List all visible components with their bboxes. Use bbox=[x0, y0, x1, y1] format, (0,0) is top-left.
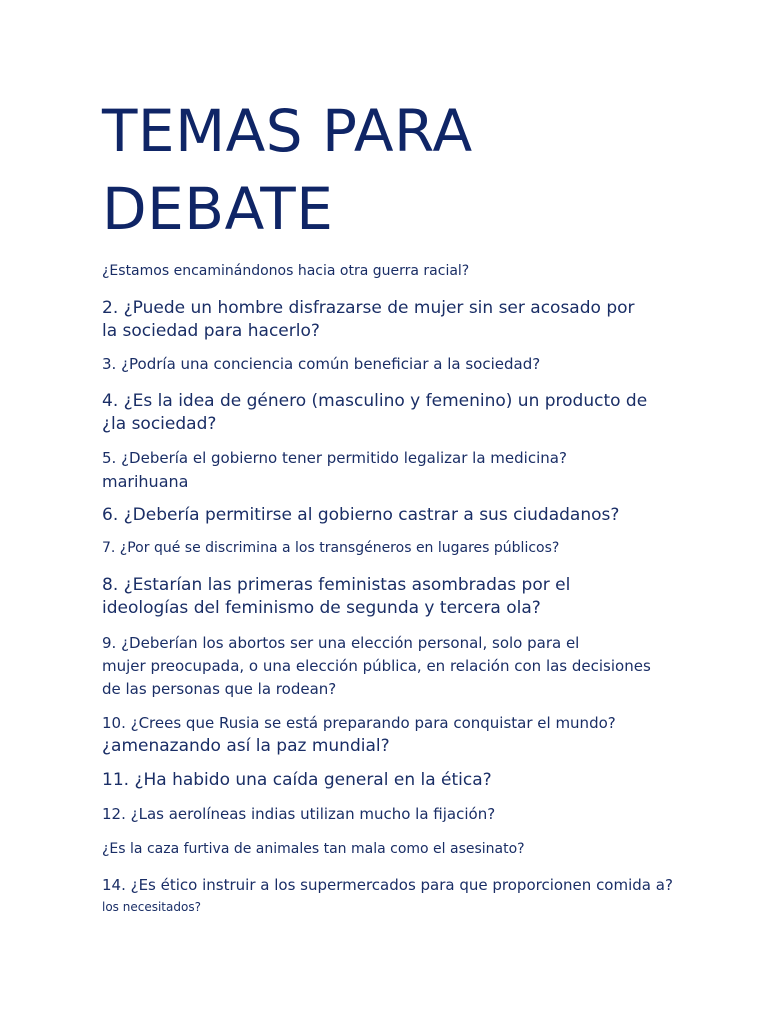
topic-text: 7. ¿Por qué se discrimina a los transgéneros en lugares públicos? bbox=[102, 540, 560, 556]
topic-text: 6. ¿Debería permitirse al gobierno castrar a sus ciudadanos? bbox=[102, 505, 620, 525]
debate-topic-2 bbox=[102, 297, 635, 343]
title-line-2: DEBATE bbox=[102, 175, 334, 243]
debate-topic-10 bbox=[102, 712, 616, 758]
topic-text-continued: los necesitados? bbox=[102, 900, 201, 914]
topic-text: 11. ¿Ha habido una caída general en la ética? bbox=[102, 770, 492, 790]
topic-text: 3. ¿Podría una conciencia común beneficiar a la sociedad? bbox=[102, 355, 541, 373]
topic-text: 14. ¿Es ético instruir a los supermercados para que proporcionen comida a? bbox=[102, 876, 673, 894]
title-line-1: TEMAS PARA bbox=[102, 97, 473, 165]
debate-topic-4 bbox=[102, 390, 647, 436]
debate-topic-1 bbox=[102, 263, 469, 279]
topic-text: ¿Estamos encaminándonos hacia otra guerra racial? bbox=[102, 263, 470, 279]
topic-text: 4. ¿Es la idea de género (masculino y femenino) un producto de bbox=[102, 391, 648, 411]
topic-text: 9. ¿Deberían los abortos ser una elección personal, solo para el bbox=[102, 634, 580, 652]
debate-topic-8 bbox=[102, 574, 570, 620]
debate-topic-9 bbox=[102, 632, 651, 701]
topic-text: ¿Es la caza furtiva de animales tan mala como el asesinato? bbox=[102, 841, 525, 857]
topic-text-continued: ideologías del feminismo de segunda y tercera ola? bbox=[102, 598, 541, 618]
topic-text: 2. ¿Puede un hombre disfrazarse de mujer sin ser acosado por bbox=[102, 298, 635, 318]
debate-topic-5 bbox=[102, 447, 567, 493]
topic-text: 12. ¿Las aerolíneas indias utilizan mucho la fijación? bbox=[102, 805, 496, 823]
topic-text-continued: marihuana bbox=[102, 472, 189, 491]
page-title bbox=[102, 92, 473, 248]
topic-text-continued: la sociedad para hacerlo? bbox=[102, 321, 320, 341]
debate-topic-13 bbox=[102, 841, 525, 857]
topic-text-continued: de las personas que la rodean? bbox=[102, 680, 337, 698]
topic-text-continued: ¿la sociedad? bbox=[102, 414, 217, 434]
topic-text: 8. ¿Estarían las primeras feministas asombradas por el bbox=[102, 575, 571, 595]
topic-text: 10. ¿Crees que Rusia se está preparando para conquistar el mundo? bbox=[102, 714, 616, 732]
debate-topic-3 bbox=[102, 355, 540, 373]
topic-text: 5. ¿Debería el gobierno tener permitido legalizar la medicina? bbox=[102, 449, 567, 467]
debate-topic-14 bbox=[102, 874, 673, 918]
debate-topic-7 bbox=[102, 540, 559, 556]
debate-topic-12 bbox=[102, 805, 495, 823]
debate-topic-11 bbox=[102, 770, 492, 790]
topic-text-continued: ¿amenazando así la paz mundial? bbox=[102, 736, 390, 756]
topic-text-continued: mujer preocupada, o una elección pública, en relación con las decisiones bbox=[102, 657, 651, 675]
debate-topic-6 bbox=[102, 505, 619, 525]
